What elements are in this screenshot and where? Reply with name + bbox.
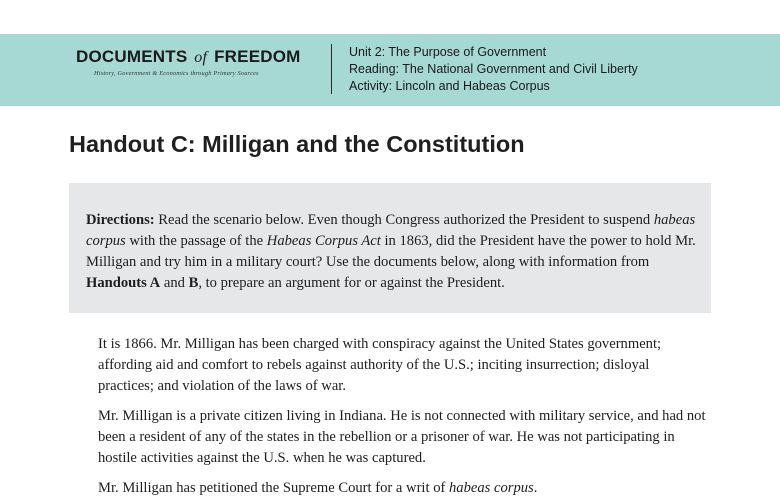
brand-word-of: of <box>194 49 208 66</box>
header-band <box>0 34 780 106</box>
activity-label: Activity: Lincoln and Habeas Corpus <box>349 79 550 93</box>
brand-subtitle: History, Government & Economics through Primary Sources <box>94 70 259 77</box>
directions-text-part: , to prepare an argument for or against the President. <box>198 275 505 291</box>
directions-box <box>69 183 711 313</box>
directions-text <box>86 210 701 294</box>
brand-word-freedom: FREEDOM <box>214 47 301 66</box>
directions-text-part: and <box>160 275 189 291</box>
handout-b-ref: B <box>188 275 199 291</box>
scenario-text-part: Mr. Milligan has petitioned the Supreme Court for a writ of <box>98 480 449 496</box>
directions-text-part: in 1863, did the President have the power to hold Mr. Milligan and try him in a military court? Use the documents below, along with information from <box>86 233 696 270</box>
reading-label: Reading: The National Government and Civil Liberty <box>349 62 638 76</box>
scenario-section <box>98 334 708 499</box>
scenario-paragraph-3 <box>98 478 708 499</box>
directions-text-part: with the passage of the <box>125 233 267 249</box>
header-divider <box>331 44 332 94</box>
habeas-corpus-act-term: Habeas Corpus Act <box>266 233 381 249</box>
brand-title <box>76 47 316 67</box>
habeas-corpus-term: habeas corpus <box>86 212 696 249</box>
brand-logo <box>76 47 316 77</box>
scenario-paragraph-1: It is 1866. Mr. Milligan has been charged with conspiracy against the United States government; affording aid and comfort to rebels against authority of the U.S.; inciting insurrection; disloyal practices; and violation of the laws of war. <box>98 336 662 394</box>
unit-label: Unit 2: The Purpose of Government <box>349 45 547 59</box>
scenario-paragraph-2: Mr. Milligan is a private citizen living in Indiana. He is not connected with military service, and had not been a resident of any of the states in the rebellion or a prisoner of war. He was not participating in hostile activities against the U.S. when he was captured. <box>98 408 706 466</box>
directions-label: Directions: <box>86 212 155 228</box>
brand-word-documents: DOCUMENTS <box>76 47 188 66</box>
handout-a-ref: Handouts A <box>86 275 161 291</box>
habeas-corpus-term: habeas corpus <box>449 480 534 496</box>
directions-text-part: Read the scenario below. Even though Congress authorized the President to suspend <box>154 212 654 228</box>
unit-info <box>349 44 638 95</box>
scenario-text-part: . <box>533 480 538 496</box>
page-title: Handout C: Milligan and the Constitution <box>69 131 525 157</box>
